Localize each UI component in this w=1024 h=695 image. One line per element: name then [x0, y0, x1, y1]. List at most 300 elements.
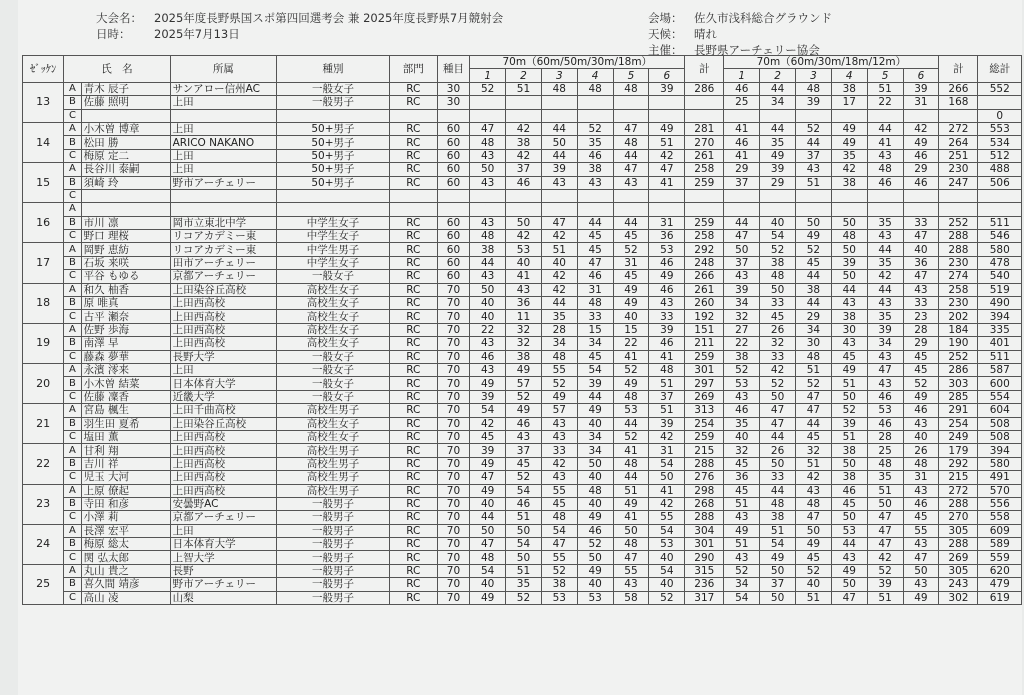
second-half-total: 288 — [939, 243, 978, 256]
archer-distance: 60 — [437, 163, 470, 176]
score-row — [23, 82, 1022, 95]
end-score: 44 — [760, 122, 796, 135]
end-score — [506, 96, 542, 109]
end-score: 32 — [724, 444, 760, 457]
end-score: 38 — [831, 176, 867, 189]
end-score: 53 — [577, 591, 613, 604]
archer-division: RC — [389, 337, 437, 350]
end-score: 42 — [867, 551, 903, 564]
end-score: 48 — [470, 551, 506, 564]
end-score: 49 — [903, 136, 939, 149]
archer-division: RC — [389, 283, 437, 296]
end-score: 53 — [867, 404, 903, 417]
archer-name: 吉川 祥 — [81, 457, 170, 470]
end-score: 32 — [796, 444, 832, 457]
end-score: 52 — [541, 377, 577, 390]
end-score: 49 — [724, 524, 760, 537]
archer-division: RC — [389, 484, 437, 497]
score-row — [23, 404, 1022, 417]
end-score: 38 — [831, 471, 867, 484]
organizer-value: 長野県アーチェリー協会 — [694, 43, 820, 57]
end-score: 32 — [760, 337, 796, 350]
end-score: 43 — [831, 551, 867, 564]
second-half-total: 303 — [939, 377, 978, 390]
grand-total: 619 — [978, 591, 1022, 604]
end-score: 54 — [760, 230, 796, 243]
end-score: 36 — [649, 230, 685, 243]
archer-affiliation: リコアカデミー東 — [170, 243, 276, 256]
archer-division — [389, 109, 437, 122]
target-position: A — [64, 363, 81, 376]
end-score: 53 — [541, 591, 577, 604]
end-score: 33 — [760, 297, 796, 310]
end-score: 34 — [724, 297, 760, 310]
archer-category: 一般女子 — [277, 350, 390, 363]
end-score: 41 — [506, 270, 542, 283]
archer-category: 50+男子 — [277, 163, 390, 176]
zekken-number: 22 — [23, 444, 64, 484]
end-score — [470, 96, 506, 109]
end-header: 1 — [470, 69, 506, 82]
second-half-total: 254 — [939, 417, 978, 430]
end-score: 43 — [796, 163, 832, 176]
end-score: 46 — [867, 417, 903, 430]
score-row — [23, 538, 1022, 551]
grand-total: 587 — [978, 363, 1022, 376]
end-score: 26 — [760, 323, 796, 336]
archer-category: 一般女子 — [277, 363, 390, 376]
end-score: 49 — [796, 538, 832, 551]
end-score: 46 — [724, 82, 760, 95]
end-header: 1 — [724, 69, 760, 82]
score-row — [23, 310, 1022, 323]
archer-distance: 60 — [437, 176, 470, 189]
archer-name: 甘利 翔 — [81, 444, 170, 457]
event-date: 2025年7月13日 — [154, 27, 240, 41]
target-position: A — [64, 323, 81, 336]
zekken-number: 21 — [23, 404, 64, 444]
end-score: 34 — [760, 96, 796, 109]
end-score: 57 — [506, 377, 542, 390]
target-position: C — [64, 471, 81, 484]
end-score: 48 — [760, 270, 796, 283]
end-score — [613, 189, 649, 202]
end-score: 43 — [577, 176, 613, 189]
archer-division: RC — [389, 270, 437, 283]
end-score: 36 — [724, 471, 760, 484]
archer-distance: 30 — [437, 82, 470, 95]
col-subtotal-1: 計 — [685, 56, 724, 83]
second-half-total — [939, 109, 978, 122]
end-score: 43 — [903, 283, 939, 296]
end-score — [613, 109, 649, 122]
end-score: 47 — [903, 230, 939, 243]
score-row — [23, 591, 1022, 604]
archer-name: 佐野 歩海 — [81, 323, 170, 336]
end-score: 40 — [903, 430, 939, 443]
end-score: 50 — [506, 524, 542, 537]
second-half-total: 249 — [939, 430, 978, 443]
archer-name: 岡野 恵紡 — [81, 243, 170, 256]
target-position: A — [64, 203, 81, 216]
end-score: 49 — [470, 484, 506, 497]
end-score: 35 — [831, 149, 867, 162]
archer-category: 高校生女子 — [277, 430, 390, 443]
end-score: 44 — [867, 283, 903, 296]
end-score: 46 — [577, 524, 613, 537]
end-score: 35 — [867, 216, 903, 229]
end-score: 45 — [831, 497, 867, 510]
end-score: 37 — [506, 444, 542, 457]
second-half-total: 292 — [939, 457, 978, 470]
score-table — [22, 55, 1022, 605]
end-score: 22 — [470, 323, 506, 336]
end-score: 50 — [577, 457, 613, 470]
score-row — [23, 444, 1022, 457]
end-score: 43 — [724, 511, 760, 524]
end-score: 40 — [796, 578, 832, 591]
archer-affiliation: 上田染谷丘高校 — [170, 417, 276, 430]
end-score: 52 — [506, 471, 542, 484]
zekken-number: 15 — [23, 163, 64, 203]
end-score: 31 — [649, 444, 685, 457]
end-score: 47 — [831, 591, 867, 604]
zekken-number: 19 — [23, 323, 64, 363]
second-half-total: 243 — [939, 578, 978, 591]
second-half-total: 305 — [939, 524, 978, 537]
archer-name: 石坂 来咲 — [81, 256, 170, 269]
grand-total: 511 — [978, 350, 1022, 363]
end-score: 57 — [541, 404, 577, 417]
archer-name: 原 唯真 — [81, 297, 170, 310]
archer-division: RC — [389, 243, 437, 256]
target-position: C — [64, 270, 81, 283]
score-row — [23, 230, 1022, 243]
end-score: 50 — [724, 243, 760, 256]
end-score: 29 — [760, 176, 796, 189]
end-score: 49 — [831, 136, 867, 149]
end-score: 38 — [506, 350, 542, 363]
end-score: 38 — [760, 511, 796, 524]
grand-total: 491 — [978, 471, 1022, 484]
archer-division: RC — [389, 310, 437, 323]
end-score: 49 — [577, 404, 613, 417]
score-row — [23, 243, 1022, 256]
second-half-total: 288 — [939, 497, 978, 510]
score-row — [23, 430, 1022, 443]
first-half-total: 266 — [685, 270, 724, 283]
target-position: A — [64, 444, 81, 457]
end-score: 50 — [506, 216, 542, 229]
end-score — [577, 109, 613, 122]
end-score: 52 — [506, 591, 542, 604]
end-score: 43 — [470, 270, 506, 283]
archer-distance: 70 — [437, 363, 470, 376]
end-score: 43 — [724, 551, 760, 564]
col-second-half: 70m（60m/30m/18m/12m） — [724, 56, 939, 69]
end-score: 48 — [470, 230, 506, 243]
event-name: 2025年度長野県国スポ第四回選考会 兼 2025年度長野県7月競射会 — [154, 11, 504, 25]
end-score: 32 — [506, 323, 542, 336]
target-position: A — [64, 524, 81, 537]
end-score: 43 — [867, 297, 903, 310]
end-score: 51 — [867, 82, 903, 95]
target-position: B — [64, 96, 81, 109]
archer-distance: 60 — [437, 243, 470, 256]
archer-distance: 60 — [437, 136, 470, 149]
end-score: 52 — [831, 404, 867, 417]
grand-total: 479 — [978, 578, 1022, 591]
end-score: 51 — [506, 564, 542, 577]
archer-name: 佐藤 照明 — [81, 96, 170, 109]
end-score: 45 — [831, 350, 867, 363]
end-score: 42 — [649, 149, 685, 162]
archer-category: 中学生女子 — [277, 256, 390, 269]
grand-total: 506 — [978, 176, 1022, 189]
end-score: 39 — [541, 163, 577, 176]
end-score: 36 — [506, 297, 542, 310]
end-score: 55 — [903, 524, 939, 537]
target-position: C — [64, 350, 81, 363]
end-score: 40 — [470, 497, 506, 510]
end-score — [831, 189, 867, 202]
end-score: 49 — [613, 283, 649, 296]
end-score: 38 — [506, 136, 542, 149]
archer-name: 寺田 和彦 — [81, 497, 170, 510]
archer-distance: 70 — [437, 484, 470, 497]
grand-total: 508 — [978, 430, 1022, 443]
end-score: 55 — [649, 511, 685, 524]
zekken-number: 18 — [23, 283, 64, 323]
end-score — [903, 203, 939, 216]
end-score: 43 — [470, 363, 506, 376]
end-score: 46 — [649, 283, 685, 296]
end-score: 49 — [470, 457, 506, 470]
end-score: 42 — [796, 471, 832, 484]
weather-value: 晴れ — [694, 27, 717, 41]
archer-division: RC — [389, 82, 437, 95]
grand-total: 556 — [978, 497, 1022, 510]
end-score: 44 — [541, 149, 577, 162]
end-score: 39 — [867, 578, 903, 591]
score-row — [23, 163, 1022, 176]
end-score: 50 — [831, 216, 867, 229]
archer-category: 高校生男子 — [277, 457, 390, 470]
end-score: 42 — [470, 417, 506, 430]
end-score: 48 — [796, 82, 832, 95]
archer-affiliation — [170, 109, 276, 122]
end-score: 45 — [577, 230, 613, 243]
archer-distance: 70 — [437, 524, 470, 537]
archer-distance: 70 — [437, 323, 470, 336]
end-score: 39 — [649, 417, 685, 430]
archer-affiliation: 上田千曲高校 — [170, 404, 276, 417]
archer-category: 一般女子 — [277, 82, 390, 95]
archer-affiliation: 上田 — [170, 122, 276, 135]
archer-distance: 70 — [437, 390, 470, 403]
archer-affiliation: 近畿大学 — [170, 390, 276, 403]
end-score: 49 — [506, 363, 542, 376]
first-half-total: 215 — [685, 444, 724, 457]
archer-category: 50+男子 — [277, 136, 390, 149]
end-score: 47 — [541, 216, 577, 229]
end-score: 44 — [724, 216, 760, 229]
first-half-total — [685, 109, 724, 122]
archer-affiliation: 京都アーチェリー — [170, 511, 276, 524]
end-score — [724, 189, 760, 202]
end-score: 44 — [470, 256, 506, 269]
zekken-number: 20 — [23, 363, 64, 403]
archer-distance: 70 — [437, 444, 470, 457]
end-score: 55 — [613, 564, 649, 577]
end-score: 43 — [470, 216, 506, 229]
archer-division: RC — [389, 377, 437, 390]
end-score: 54 — [724, 591, 760, 604]
target-position: B — [64, 497, 81, 510]
end-header: 3 — [541, 69, 577, 82]
end-score: 41 — [613, 350, 649, 363]
score-rows — [23, 82, 1022, 604]
venue-label: 会場： — [648, 11, 683, 25]
end-score: 47 — [796, 511, 832, 524]
end-score: 48 — [613, 390, 649, 403]
end-score: 28 — [541, 323, 577, 336]
end-score: 39 — [470, 444, 506, 457]
end-score: 39 — [724, 283, 760, 296]
score-row — [23, 471, 1022, 484]
target-position: B — [64, 457, 81, 470]
end-score: 45 — [541, 497, 577, 510]
end-score: 46 — [831, 484, 867, 497]
end-score: 52 — [867, 564, 903, 577]
archer-distance: 70 — [437, 538, 470, 551]
end-score: 33 — [577, 310, 613, 323]
archer-affiliation: 上田西高校 — [170, 337, 276, 350]
archer-division: RC — [389, 430, 437, 443]
archer-affiliation — [170, 189, 276, 202]
archer-name: 羽生田 夏希 — [81, 417, 170, 430]
archer-category: 一般男子 — [277, 524, 390, 537]
end-score — [577, 203, 613, 216]
archer-category: 一般男子 — [277, 564, 390, 577]
end-score: 38 — [831, 82, 867, 95]
archer-division: RC — [389, 363, 437, 376]
score-row — [23, 283, 1022, 296]
first-half-total: 292 — [685, 243, 724, 256]
end-score: 40 — [470, 578, 506, 591]
end-header: 4 — [577, 69, 613, 82]
second-half-total: 264 — [939, 136, 978, 149]
end-score: 47 — [577, 256, 613, 269]
archer-division: RC — [389, 136, 437, 149]
target-position: C — [64, 149, 81, 162]
end-score: 44 — [796, 297, 832, 310]
end-score: 34 — [577, 430, 613, 443]
end-score: 41 — [613, 444, 649, 457]
target-position: B — [64, 216, 81, 229]
archer-division: RC — [389, 96, 437, 109]
end-score: 50 — [649, 471, 685, 484]
archer-category: 高校生男子 — [277, 471, 390, 484]
end-score: 25 — [724, 96, 760, 109]
archer-name: 塩田 薫 — [81, 430, 170, 443]
end-score: 40 — [577, 578, 613, 591]
end-score: 45 — [760, 310, 796, 323]
end-score: 52 — [796, 122, 832, 135]
archer-division: RC — [389, 404, 437, 417]
archer-division: RC — [389, 122, 437, 135]
end-score: 45 — [724, 484, 760, 497]
end-score: 46 — [903, 176, 939, 189]
first-half-total: 270 — [685, 136, 724, 149]
end-score: 55 — [541, 484, 577, 497]
target-position: B — [64, 377, 81, 390]
archer-distance: 70 — [437, 457, 470, 470]
second-half-total: 270 — [939, 511, 978, 524]
first-half-total: 268 — [685, 497, 724, 510]
second-half-total: 258 — [939, 283, 978, 296]
end-score: 45 — [613, 230, 649, 243]
end-score: 54 — [760, 538, 796, 551]
end-score: 28 — [903, 323, 939, 336]
score-row — [23, 136, 1022, 149]
end-score: 52 — [796, 377, 832, 390]
archer-distance: 70 — [437, 283, 470, 296]
first-half-total: 315 — [685, 564, 724, 577]
end-score: 48 — [796, 350, 832, 363]
end-score: 54 — [649, 457, 685, 470]
end-score: 52 — [760, 243, 796, 256]
archer-affiliation: サンアロー信州AC — [170, 82, 276, 95]
end-score — [903, 109, 939, 122]
score-row — [23, 457, 1022, 470]
end-score — [541, 96, 577, 109]
end-score: 50 — [903, 564, 939, 577]
end-score: 53 — [649, 538, 685, 551]
end-score: 52 — [796, 243, 832, 256]
end-score: 46 — [903, 149, 939, 162]
end-score: 47 — [470, 538, 506, 551]
grand-total: 558 — [978, 511, 1022, 524]
archer-division: RC — [389, 538, 437, 551]
end-score: 47 — [613, 163, 649, 176]
end-score: 44 — [867, 122, 903, 135]
end-score — [649, 109, 685, 122]
grand-total: 559 — [978, 551, 1022, 564]
end-score: 49 — [541, 390, 577, 403]
end-score: 47 — [470, 122, 506, 135]
grand-total: 589 — [978, 538, 1022, 551]
end-score: 43 — [903, 538, 939, 551]
archer-category: 50+男子 — [277, 149, 390, 162]
end-score: 39 — [831, 417, 867, 430]
end-score: 48 — [541, 82, 577, 95]
weather-label: 天候： — [648, 27, 683, 41]
end-header: 3 — [796, 69, 832, 82]
end-score: 30 — [831, 323, 867, 336]
end-score: 40 — [649, 578, 685, 591]
archer-name: 永濱 澪来 — [81, 363, 170, 376]
end-score — [506, 189, 542, 202]
end-score: 47 — [903, 270, 939, 283]
archer-division: RC — [389, 149, 437, 162]
end-score: 41 — [649, 350, 685, 363]
archer-name: 関 弘太郎 — [81, 551, 170, 564]
end-score: 54 — [649, 524, 685, 537]
end-score: 40 — [577, 417, 613, 430]
end-score: 15 — [613, 323, 649, 336]
archer-name: 市川 凛 — [81, 216, 170, 229]
